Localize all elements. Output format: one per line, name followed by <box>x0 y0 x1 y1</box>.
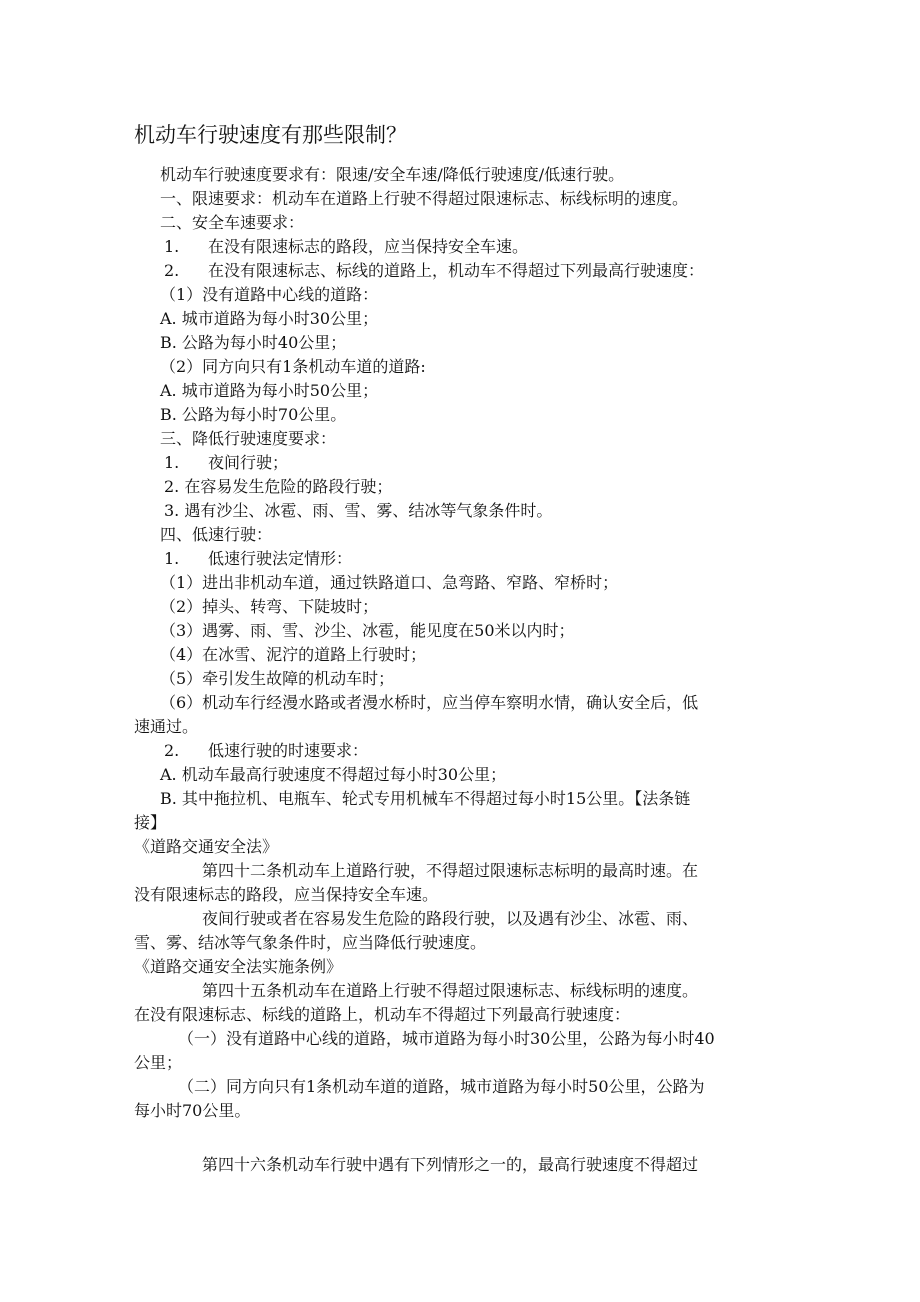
section-2-heading: 二、安全车速要求： <box>160 213 305 232</box>
list-item <box>0 739 920 763</box>
item-number: 1. <box>164 453 180 472</box>
list-item <box>0 451 920 475</box>
list-item: （3）遇雾、雨、雪、沙尘、冰雹，能见度在50米以内时； <box>160 621 575 640</box>
item-text: 低速行驶的时速要求： <box>208 741 369 760</box>
list-item: （2）掉头、转弯、下陡坡时； <box>160 597 379 616</box>
list-item: A. 城市道路为每小时50公里； <box>160 381 379 400</box>
section-3-heading: 三、降低行驶速度要求： <box>160 429 337 448</box>
list-item: （1）进出非机动车道，通过铁路道口、急弯路、窄路、窄桥时； <box>160 573 619 592</box>
item-number: 1. <box>164 237 180 256</box>
list-item: （2）同方向只有1条机动车道的道路: <box>160 357 426 376</box>
list-item: （6）机动车行经漫水路或者漫水桥时，应当停车察明水情，确认安全后，低 <box>160 693 699 712</box>
list-item: B. 公路为每小时70公里。 <box>160 405 347 424</box>
list-item: 3. 遇有沙尘、冰雹、雨、雪、雾、结冰等气象条件时。 <box>164 501 553 520</box>
law-article: 第四十五条机动车在道路上行驶不得超过限速标志、标线标明的速度。 <box>202 981 699 1000</box>
item-text: 夜间行驶； <box>208 453 289 472</box>
law-clause: （一）没有道路中心线的道路，城市道路为每小时30公里，公路为每小时40 <box>178 1029 715 1048</box>
list-item-continued: 速通过。 <box>134 717 199 736</box>
page-title: 机动车行驶速度有那些限制？ <box>134 123 407 147</box>
list-item: （1）没有道路中心线的道路： <box>160 285 379 304</box>
list-item: B. 其中拖拉机、电瓶车、轮式专用机械车不得超过每小时15公里。【法条链 <box>160 789 691 808</box>
item-number: 2. <box>164 261 180 280</box>
list-item <box>0 547 920 571</box>
list-item-continued: 接】 <box>134 813 167 832</box>
paragraph-gap <box>0 1123 920 1153</box>
item-text: 低速行驶法定情形： <box>208 549 353 568</box>
law-article: 第四十二条机动车上道路行驶，不得超过限速标志标明的最高时速。在 <box>202 861 699 880</box>
list-item: 2. 在容易发生危险的路段行驶； <box>164 477 393 496</box>
section-1-heading: 一、限速要求：机动车在道路上行驶不得超过限速标志、标线标明的速度。 <box>160 189 689 208</box>
law-title: 《道路交通安全法》 <box>134 837 279 856</box>
law-title: 《道路交通安全法实施条例》 <box>134 957 343 976</box>
item-number: 2. <box>164 741 180 760</box>
law-article: 第四十六条机动车行驶中遇有下列情形之一的，最高行驶速度不得超过 <box>202 1155 699 1174</box>
intro-paragraph: 机动车行驶速度要求有：限速/安全车速/降低行驶速度/低速行驶。 <box>160 165 625 184</box>
list-item: A. 机动车最高行驶速度不得超过每小时30公里； <box>160 765 507 784</box>
list-item: A. 城市道路为每小时30公里； <box>160 309 379 328</box>
law-article-continued: 在没有限速标志、标线的道路上，机动车不得超过下列最高行驶速度： <box>134 1005 631 1024</box>
list-item: （5）牵引发生故障的机动车时； <box>160 669 395 688</box>
list-item <box>0 259 920 283</box>
list-item <box>0 235 920 259</box>
item-text: 在没有限速标志、标线的道路上，机动车不得超过下列最高行驶速度： <box>208 261 705 280</box>
list-item: B. 公路为每小时40公里； <box>160 333 347 352</box>
item-text: 在没有限速标志的路段，应当保持安全车速。 <box>208 237 529 256</box>
document-body <box>0 163 920 1177</box>
law-clause-continued: 每小时70公里。 <box>134 1101 251 1120</box>
law-article-continued: 没有限速标志的路段，应当保持安全车速。 <box>134 885 439 904</box>
law-article: 夜间行驶或者在容易发生危险的路段行驶，以及遇有沙尘、冰雹、雨、 <box>202 909 699 928</box>
law-clause-continued: 公里； <box>134 1053 183 1072</box>
list-item: （4）在冰雪、泥泞的道路上行驶时； <box>160 645 427 664</box>
item-number: 1. <box>164 549 180 568</box>
law-article-continued: 雪、雾、结冰等气象条件时，应当降低行驶速度。 <box>134 933 487 952</box>
section-4-heading: 四、低速行驶： <box>160 525 273 544</box>
law-clause: （二）同方向只有1条机动车道的道路，城市道路为每小时50公里，公路为 <box>178 1077 705 1096</box>
